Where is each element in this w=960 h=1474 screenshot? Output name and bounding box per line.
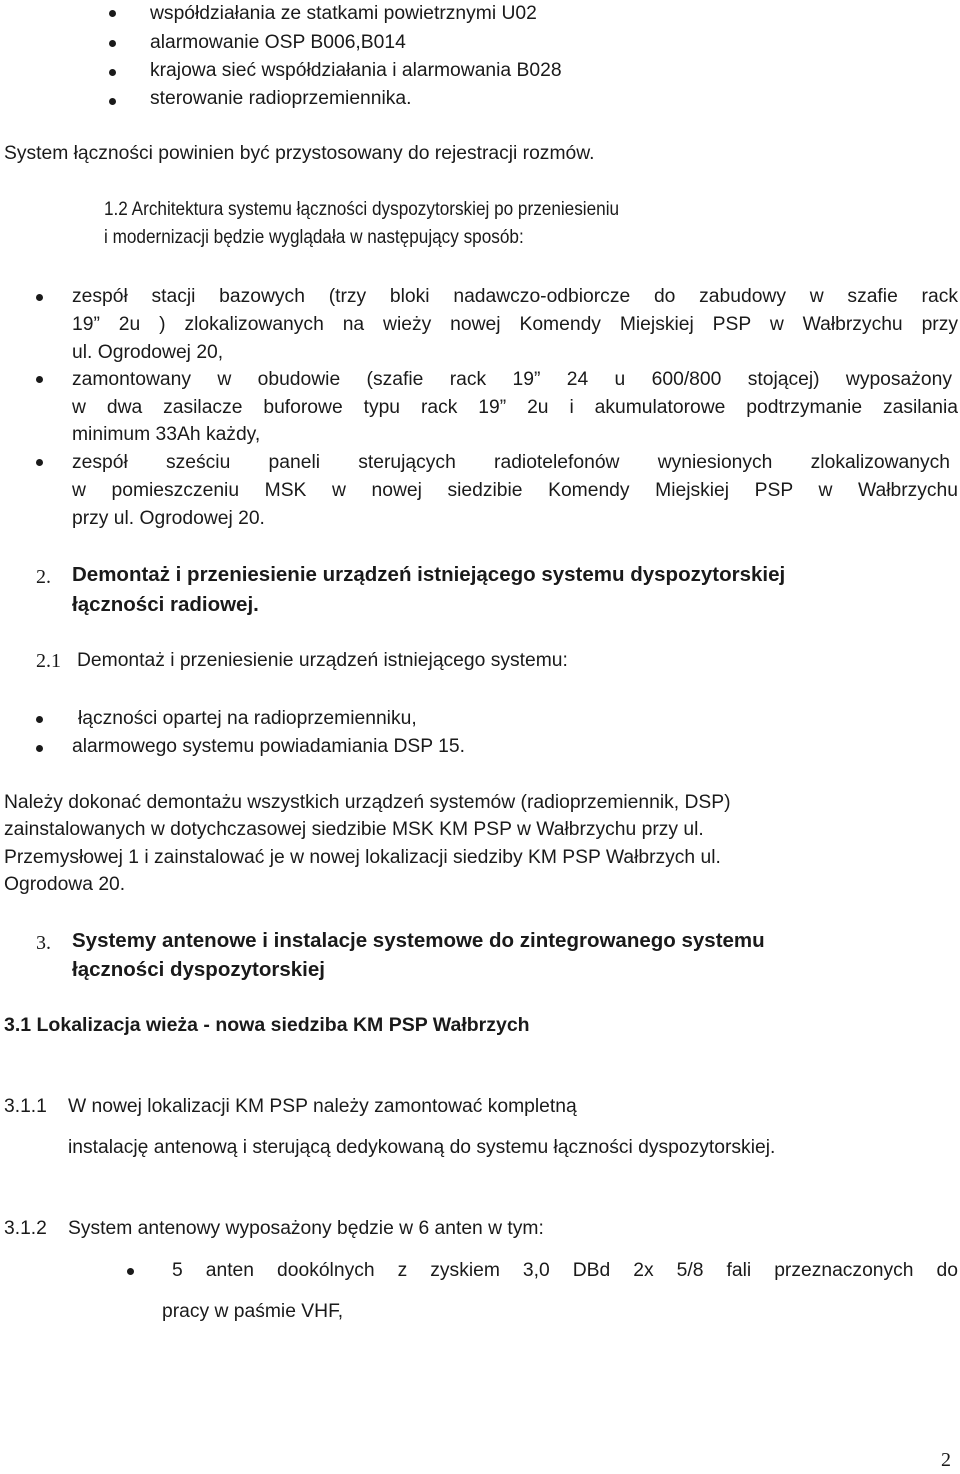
page-number: 2: [941, 1449, 951, 1471]
paragraph-line: Należy dokonać demontażu wszystkich urządzeń systemów (radioprzemiennik, DSP): [4, 792, 731, 813]
section-2-number: 2.: [36, 566, 51, 588]
section-1-2-heading-line-1: 1.2 Architektura systemu łączności dyspozytorskiej po przeniesieniu: [104, 199, 620, 220]
list-item-line: w pomieszczeniu MSK w nowej siedzibie Komendy Miejskiej PSP w Wałbrzychu: [72, 480, 958, 501]
list-item-line: zespół stacji bazowych (trzy bloki nadawczo-odbiorcze do zabudowy w szafie rack: [72, 286, 958, 307]
bullet-icon: [109, 69, 116, 76]
section-2-heading-line-2: łączności radiowej.: [72, 593, 259, 616]
bullet-icon: [109, 98, 116, 105]
paragraph-line: zainstalowanych w dotychczasowej siedzibie MSK KM PSP w Wałbrzychu przy ul.: [4, 819, 704, 840]
list-item: współdziałania ze statkami powietrznymi U02: [150, 3, 537, 24]
list-item: alarmowego systemu powiadamiania DSP 15.: [72, 736, 465, 757]
section-2-heading-line-1: Demontaż i przeniesienie urządzeń istniejącego systemu dyspozytorskiej: [72, 563, 786, 586]
system-note: System łączności powinien być przystosowany do rejestracji rozmów.: [4, 143, 595, 164]
paragraph-line: Przemysłowej 1 i zainstalować je w nowej lokalizacji siedziby KM PSP Wałbrzych ul.: [4, 847, 721, 868]
antenna-bullet-line-1: 5 anten dookólnych z zyskiem 3,0 DBd 2x 5/8 fali przeznaczonych do: [172, 1260, 958, 1281]
bullet-icon: [36, 716, 43, 723]
antenna-bullet-line-2: pracy w paśmie VHF,: [162, 1301, 344, 1322]
section-1-2-heading-line-2: i modernizacji będzie wyglądała w następujący sposób:: [104, 227, 524, 248]
bullet-icon: [109, 10, 116, 17]
paragraph-line: Ogrodowa 20.: [4, 874, 126, 895]
bullet-icon: [36, 745, 43, 752]
bullet-icon: [127, 1268, 134, 1275]
section-3-1-2-text: System antenowy wyposażony będzie w 6 anten w tym:: [68, 1218, 544, 1239]
bullet-icon: [36, 294, 43, 301]
section-3-1-1-line-1: W nowej lokalizacji KM PSP należy zamontować kompletną: [68, 1096, 577, 1117]
list-item-line: ul. Ogrodowej 20,: [72, 342, 224, 363]
list-item-line: w dwa zasilacze buforowe typu rack 19” 2u i akumulatorowe podtrzymanie zasilania: [72, 397, 958, 418]
bullet-icon: [36, 376, 43, 383]
list-item-line: minimum 33Ah każdy,: [72, 424, 261, 445]
section-3-1-1-line-2: instalację antenową i sterującą dedykowaną do systemu łączności dyspozytorskiej.: [68, 1137, 776, 1158]
list-item: łączności opartej na radioprzemienniku,: [78, 708, 417, 729]
list-item-line: przy ul. Ogrodowej 20.: [72, 508, 265, 529]
section-2-1-number: 2.1: [36, 650, 61, 672]
bullet-icon: [109, 40, 116, 47]
section-3-heading-line-2: łączności dyspozytorskiej: [72, 958, 325, 981]
list-item: sterowanie radioprzemiennika.: [150, 88, 412, 109]
bullet-icon: [36, 459, 43, 466]
section-3-heading-line-1: Systemy antenowe i instalacje systemowe do zintegrowanego systemu: [72, 929, 765, 952]
section-3-1-2-number: 3.1.2: [4, 1218, 47, 1239]
list-item-line: 19” 2u ) zlokalizowanych na wieży nowej Komendy Miejskiej PSP w Wałbrzychu przy: [72, 314, 958, 335]
list-item: alarmowanie OSP B006,B014: [150, 32, 406, 53]
list-item: krajowa sieć współdziałania i alarmowania B028: [150, 60, 562, 81]
section-2-1-text: Demontaż i przeniesienie urządzeń istniejącego systemu:: [77, 650, 568, 671]
section-3-number: 3.: [36, 932, 51, 954]
section-3-1-1-number: 3.1.1: [4, 1096, 47, 1117]
section-3-1-heading: 3.1 Lokalizacja wieża - nowa siedziba KM PSP Wałbrzych: [4, 1014, 530, 1036]
list-item-line: zespół sześciu paneli sterujących radiotelefonów wyniesionych zlokalizowanych: [72, 452, 950, 473]
list-item-line: zamontowany w obudowie (szafie rack 19” 24 u 600/800 stojącej) wyposażony: [72, 369, 952, 390]
